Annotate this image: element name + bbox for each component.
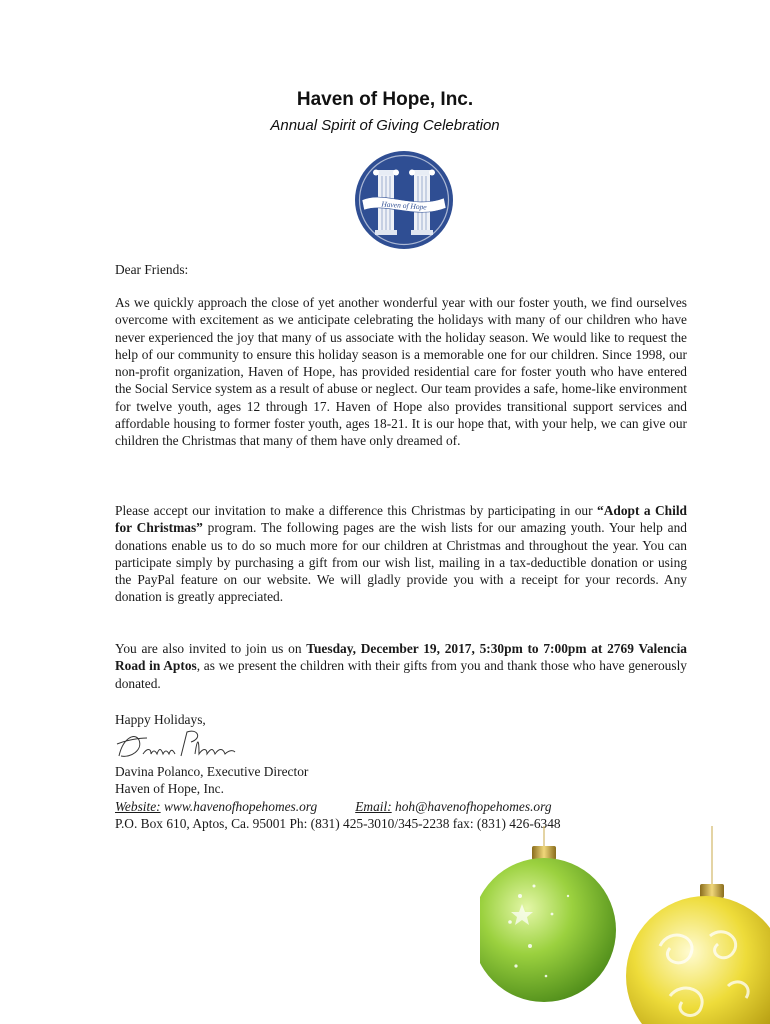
event-text-continued: , as we present the children with their gifts from you and thank those who have generously donated. <box>115 658 687 691</box>
haven-of-hope-logo <box>354 150 454 250</box>
yellow-ornament-icon <box>626 884 770 1024</box>
program-name: “Adopt a Child for Christmas” <box>115 503 687 536</box>
logo-text: Haven of Hope <box>381 199 427 212</box>
website-link[interactable]: www.havenofhopehomes.org <box>163 798 318 814</box>
event-intro-text: You are also invited to join us on <box>115 641 307 656</box>
paragraph-invitation <box>115 502 687 606</box>
salutation: Dear Friends: <box>115 262 189 277</box>
paragraph-intro: As we quickly approach the close of yet another wonderful year with our foster youth, we find ourselves overcome with excitement as we anticipate celebrating the holidays with many of our children who have never experienced the joy that many of us associate with the holiday season. We would like to request the help of our community to ensure this holiday season is a memorable one for our children. Since 1998, our non-profit organization, Haven of Hope, has provided residential care for foster youth who have entered the Social Service system as a result of abuse or neglect. Our team provides a safe, home-like environment for twelve youth, ages 12 through 17. Haven of Hope also provides transitional support services and affordable housing to former foster youth, ages 18-21. It is our hope that, with your help, we can give our children the Christmas that many of them have only dreamed of. <box>115 295 687 449</box>
signer-name-title: Davina Polanco, Executive Director <box>115 764 309 779</box>
email-label: Email: <box>355 798 392 814</box>
website-label: Website: <box>115 798 161 814</box>
paragraph-event <box>115 640 687 692</box>
contact-links <box>115 798 561 815</box>
event-subtitle: Annual Spirit of Giving Celebration <box>270 117 500 134</box>
closing: Happy Holidays, <box>115 712 206 727</box>
christmas-ornaments <box>480 826 770 1024</box>
signer-organization: Haven of Hope, Inc. <box>115 781 224 797</box>
email-link[interactable]: hoh@havenofhopehomes.org <box>395 798 552 814</box>
event-details: Tuesday, December 19, 2017, 5:30pm to 7:00pm at 2769 Valencia Road in Aptos <box>115 641 687 674</box>
invitation-text: Please accept our invitation to make a difference this Christmas by participating in our <box>115 503 598 518</box>
organization-name: Haven of Hope, Inc. <box>296 89 474 110</box>
invitation-text-continued: program. The following pages are the wish lists for our amazing youth. Your help and donations enable us to do so much more for our children at Christmas and throughout the year. You can participate simply by purchasing a gift from our wish list, mailing in a tax-deductible donation or using the PayPal feature on our website. We will gladly provide you with a receipt for your records. Any donation is greatly appreciated. <box>115 520 688 605</box>
address-phone-line: P.O. Box 610, Aptos, Ca. 95001 Ph: (831) 425-3010/345-2238 fax: (831) 426-6348 <box>115 815 561 831</box>
signature-block <box>115 763 561 832</box>
green-ornament-icon <box>480 846 616 1002</box>
signature <box>113 726 238 762</box>
